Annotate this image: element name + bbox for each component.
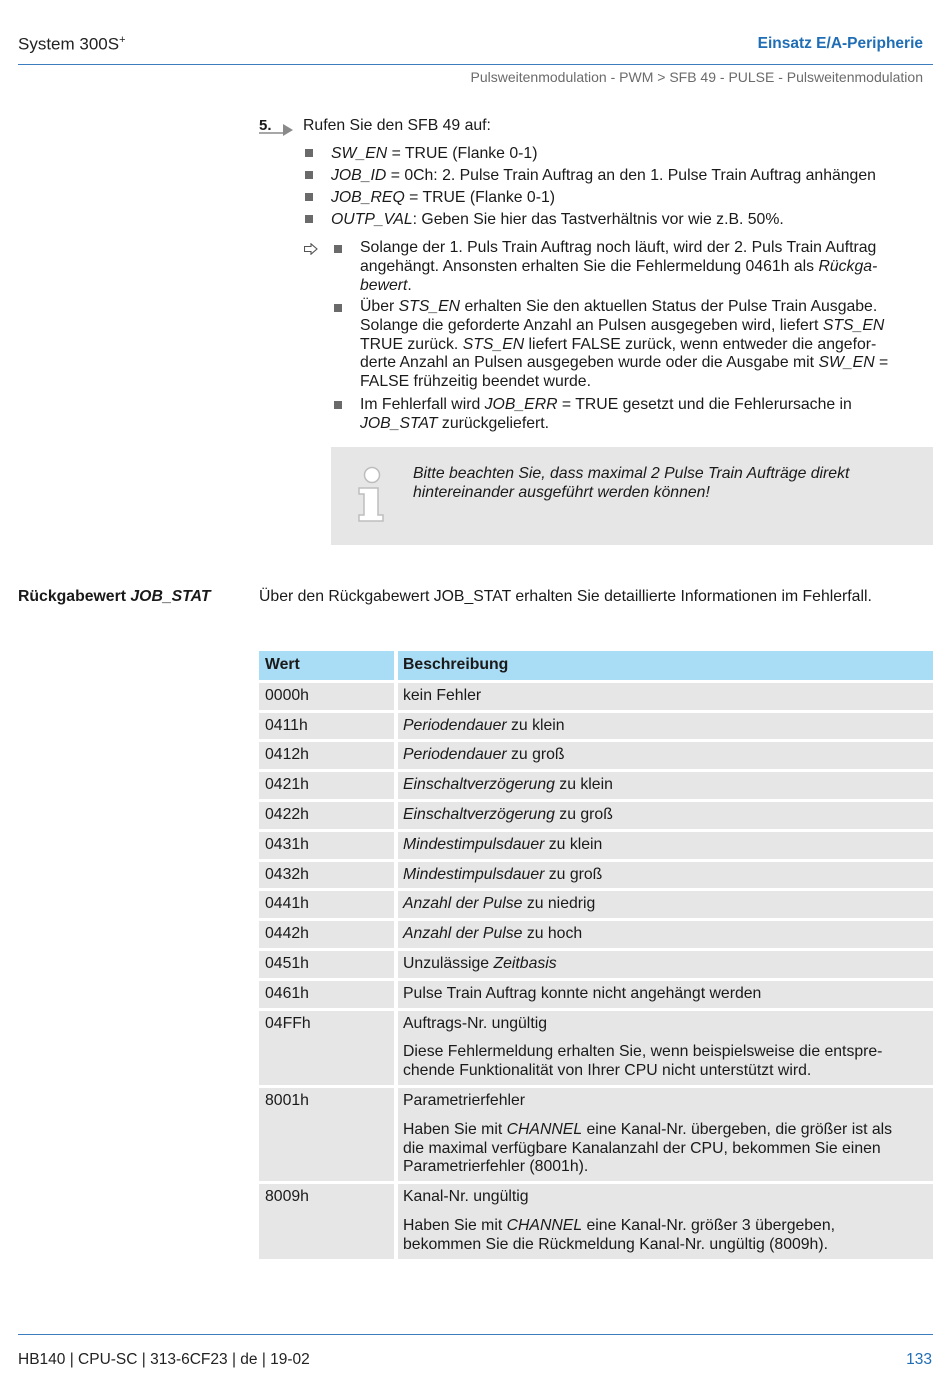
value-cell: 0431h: [259, 832, 398, 859]
table-row: [259, 742, 933, 769]
breadcrumb: Pulsweitenmodulation - PWM > SFB 49 - PULSE - Pulsweitenmodulation: [470, 69, 923, 85]
value-cell: 0441h: [259, 891, 398, 918]
text: Über: [360, 298, 399, 315]
note-line: hintereinander ausgeführt werden können!: [413, 483, 710, 501]
table-row: [259, 921, 933, 948]
side-label: [18, 588, 211, 606]
text: Pulse Train Auftrag konnte nicht angehängt werden: [403, 984, 762, 1002]
term: Einschaltverzögerung: [403, 805, 555, 823]
label-text: Rückgabewert: [18, 588, 131, 605]
step-bullet: [331, 166, 876, 185]
description-cell: [398, 862, 933, 889]
result-line: [360, 336, 935, 355]
param-name: CHANNEL: [506, 1120, 583, 1138]
description-cell: [398, 891, 933, 918]
text: zu groß: [544, 865, 603, 883]
label-term: JOB_STAT: [130, 588, 211, 605]
description-detail: [403, 1217, 927, 1255]
param-name: STS_EN: [462, 335, 525, 353]
text: eine Kanal-Nr. größer 3 übergeben,: [582, 1216, 836, 1234]
detail-line: [403, 1121, 927, 1140]
description-cell: [398, 951, 933, 978]
description-detail: [403, 1043, 927, 1081]
text: zu klein: [544, 835, 603, 853]
note-text: [413, 465, 913, 503]
text: Haben Sie mit: [403, 1216, 507, 1234]
term: Anzahl der Pulse: [403, 925, 523, 943]
detail-line: Parametrierfehler (8001h).: [403, 1158, 589, 1176]
term: bewert: [360, 276, 408, 294]
bullet-square-icon: [334, 304, 342, 312]
param-name: JOB_STAT: [360, 414, 438, 432]
description-cell: [398, 742, 933, 769]
job-stat-table: [259, 648, 933, 1262]
value-cell: 8009h: [259, 1184, 398, 1258]
value-cell: 0461h: [259, 981, 398, 1008]
text: erhalten Sie den aktuellen Status der Pulse Train Ausgabe.: [460, 298, 878, 315]
text: .: [407, 276, 412, 294]
text: derte Anzahl an Pulsen ausgegeben wurde oder die Ausgabe mit: [360, 354, 819, 372]
term: Rückga-: [818, 257, 878, 275]
info-icon: [354, 464, 394, 524]
footer-doc-id: HB140 | CPU-SC | 313-6CF23 | de | 19-02: [18, 1351, 310, 1368]
table-row: [259, 981, 933, 1008]
param-name: JOB_ERR: [484, 396, 558, 413]
result-line: FALSE frühzeitig beendet wurde.: [360, 373, 591, 391]
step-bullet: [331, 188, 555, 207]
description-cell: [398, 1088, 933, 1181]
detail-line: bekommen Sie die Rückmeldung Kanal-Nr. ungültig (8009h).: [403, 1235, 828, 1253]
value-cell: 0412h: [259, 742, 398, 769]
term: Anzahl der Pulse: [403, 895, 523, 913]
text: =: [874, 354, 889, 372]
step-number: 5.: [259, 117, 272, 134]
term: Mindestimpulsdauer: [403, 865, 545, 883]
description-cell: [398, 772, 933, 799]
text: Unzulässige: [403, 954, 494, 972]
description-title: Parametrierfehler: [403, 1091, 526, 1109]
bullet-square-icon: [334, 401, 342, 409]
header-section: Einsatz E/A-Peripherie: [757, 35, 923, 52]
detail-line: Diese Fehlermeldung erhalten Sie, wenn beispielsweise die entspre-: [403, 1043, 883, 1061]
table-row: [259, 683, 933, 710]
result-item: [360, 239, 935, 295]
result-line: [360, 415, 935, 434]
text: zu niedrig: [522, 895, 596, 913]
table-row: [259, 951, 933, 978]
result-line: [360, 298, 935, 317]
text: TRUE zurück.: [360, 335, 463, 353]
param-name: JOB_ID: [331, 167, 387, 184]
bullet-text: = 0Ch: 2. Pulse Train Auftrag an den 1. Pulse Train Auftrag anhängen: [386, 167, 876, 184]
product-name: System 300S: [18, 34, 120, 54]
bullet-square-icon: [305, 193, 313, 201]
param-name: OUTP_VAL: [331, 211, 413, 228]
value-cell: 0421h: [259, 772, 398, 799]
result-arrow-icon: [304, 243, 318, 255]
result-line: [360, 354, 935, 373]
text: Solange die geforderte Anzahl an Pulsen ausgegeben wird, liefert: [360, 316, 823, 334]
bullet-text: = TRUE (Flanke 0-1): [404, 189, 556, 206]
table-row: [259, 772, 933, 799]
table-row: [259, 713, 933, 740]
term: Einschaltverzögerung: [403, 776, 555, 794]
text: zurückgeliefert.: [437, 414, 550, 432]
text: eine Kanal-Nr. übergeben, die größer ist als: [582, 1120, 893, 1138]
table-row: [259, 802, 933, 829]
bullet-text: : Geben Sie hier das Tastverhältnis vor wie z.B. 50%.: [412, 211, 784, 228]
description-title: Auftrags-Nr. ungültig: [403, 1014, 547, 1032]
description-detail: [403, 1121, 927, 1177]
description-cell: [398, 921, 933, 948]
product-sup: +: [119, 34, 126, 46]
description-cell: [398, 713, 933, 740]
header-rule: [18, 64, 933, 65]
description-cell: [398, 832, 933, 859]
text: zu klein: [506, 716, 565, 734]
table-row: [259, 891, 933, 918]
value-cell: 0432h: [259, 862, 398, 889]
text: kein Fehler: [403, 686, 482, 704]
description-cell: [398, 981, 933, 1008]
param-name: SW_EN: [818, 354, 875, 372]
column-header-value: Wert: [259, 651, 398, 680]
bullet-text: = TRUE (Flanke 0-1): [387, 145, 538, 162]
table-row: [259, 862, 933, 889]
param-name: STS_EN: [398, 298, 461, 315]
text: angehängt. Ansonsten erhalten Sie die Fehlermeldung 0461h als: [360, 257, 819, 275]
term: Zeitbasis: [493, 954, 557, 972]
param-name: JOB_REQ: [331, 189, 405, 206]
result-line: [360, 277, 935, 296]
step-bullet: [331, 210, 784, 229]
term: Periodendauer: [403, 716, 507, 734]
description-title: Kanal-Nr. ungültig: [403, 1188, 529, 1206]
value-cell: 0442h: [259, 921, 398, 948]
text: zu groß: [554, 805, 613, 823]
text: liefert FALSE zurück, wenn entweder die angefor-: [524, 335, 877, 353]
result-item: [360, 298, 935, 392]
value-cell: 0451h: [259, 951, 398, 978]
step-text: Rufen Sie den SFB 49 auf:: [303, 117, 491, 134]
description-cell: [398, 1011, 933, 1085]
value-cell: 0411h: [259, 713, 398, 740]
table-header-row: [259, 651, 933, 680]
table-row: [259, 832, 933, 859]
result-line: Solange der 1. Puls Train Auftrag noch läuft, wird der 2. Puls Train Auftrag: [360, 239, 877, 256]
description-cell: [398, 802, 933, 829]
value-cell: 04FFh: [259, 1011, 398, 1085]
result-line: [360, 317, 935, 336]
param-name: SW_EN: [331, 145, 388, 162]
text: Im Fehlerfall wird: [360, 396, 485, 413]
result-line: [360, 258, 935, 277]
description-cell: [398, 683, 933, 710]
text: zu hoch: [522, 925, 583, 943]
term: Mindestimpulsdauer: [403, 835, 545, 853]
text: zu klein: [554, 776, 613, 794]
value-cell: 8001h: [259, 1088, 398, 1181]
page-number: 133: [906, 1351, 932, 1368]
bullet-square-icon: [305, 149, 313, 157]
description-cell: [398, 1184, 933, 1258]
step-bullet: [331, 144, 537, 163]
value-cell: 0422h: [259, 802, 398, 829]
term: Periodendauer: [403, 746, 507, 764]
detail-line: chende Funktionalität von Ihrer CPU nicht unterstützt wird.: [403, 1062, 812, 1080]
header-product: [18, 34, 126, 55]
detail-line: [403, 1217, 927, 1236]
result-item: [360, 396, 935, 434]
note-line: Bitte beachten Sie, dass maximal 2 Pulse Train Aufträge direkt: [413, 465, 850, 482]
text: = TRUE gesetzt und die Fehlerursache in: [557, 396, 852, 413]
table-row: [259, 1184, 933, 1258]
column-header-description: Beschreibung: [398, 651, 933, 680]
bullet-square-icon: [305, 215, 313, 223]
result-line: [360, 396, 935, 415]
table-row: [259, 1088, 933, 1181]
text: zu groß: [506, 746, 565, 764]
param-name: STS_EN: [822, 316, 885, 334]
table-row: [259, 1011, 933, 1085]
section-intro: Über den Rückgabewert JOB_STAT erhalten Sie detaillierte Informationen im Fehlerfall.: [259, 588, 872, 605]
detail-line: die maximal verfügbare Kanalanzahl der CPU, bekommen Sie einen: [403, 1139, 881, 1157]
value-cell: 0000h: [259, 683, 398, 710]
bullet-square-icon: [305, 171, 313, 179]
bullet-square-icon: [334, 245, 342, 253]
param-name: CHANNEL: [506, 1216, 583, 1234]
text: Haben Sie mit: [403, 1120, 507, 1138]
footer-rule: [18, 1334, 933, 1335]
